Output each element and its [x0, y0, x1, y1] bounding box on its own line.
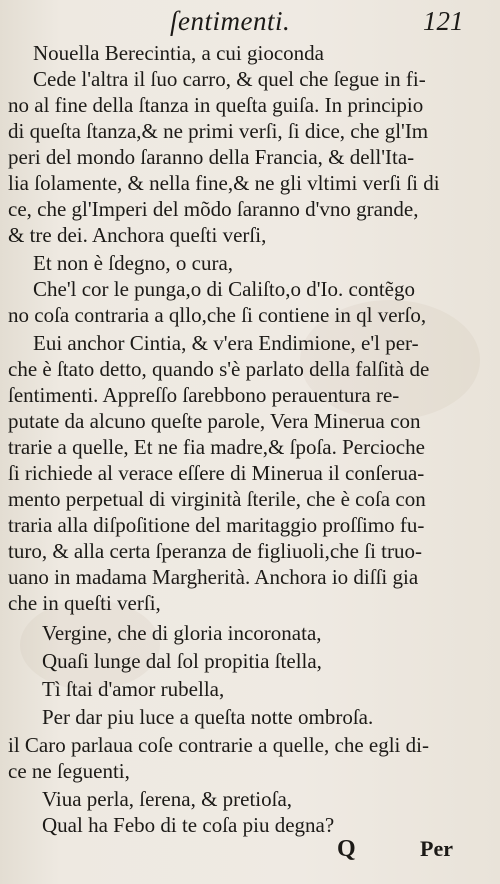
catchword-left: Q	[337, 836, 356, 862]
text-line: ſentimenti. Appreſſo ſarebbono perauentura re-	[8, 383, 400, 407]
text-line: uano in madama Margherità. Anchora io diſſi gia	[8, 565, 419, 589]
page-number: 121	[423, 6, 464, 36]
text-line: Eui anchor Cintia, & v'era Endimione, e'l per-	[33, 331, 419, 355]
page-header	[0, 4, 500, 38]
text-line: trarie a quelle, Et ne fia madre,& ſpoſa. Percioche	[8, 435, 425, 459]
text-line: mento perpetual di virginità ſterile, che è coſa con	[8, 487, 426, 511]
text-line: ce ne ſeguenti,	[8, 759, 130, 783]
text-line: peri del mondo ſaranno della Francia, & dell'Ita-	[8, 145, 415, 169]
catchword-right: Per	[420, 836, 453, 861]
text-line: traria alla diſpoſitione del maritaggio proſſimo fu-	[8, 513, 425, 537]
text-line: Vergine, che di gloria incoronata,	[42, 621, 322, 645]
text-line: Che'l cor le punga,o di Caliſto,o d'Io. contẽgo	[33, 277, 415, 301]
text-line: & tre dei. Anchora queſti verſi,	[8, 223, 267, 247]
text-line: no al fine della ſtanza in queſta guiſa. In principio	[8, 93, 424, 117]
text-line: Cede l'altra il ſuo carro, & quel che ſegue in fi-	[33, 67, 426, 91]
text-line: putate da alcuno queſte parole, Vera Minerua con	[8, 409, 421, 433]
text-line: turo, & alla certa ſperanza de figliuoli,che ſi truo-	[8, 539, 422, 563]
text-line: ce, che gl'Imperi del mõdo ſaranno d'vno grande,	[8, 197, 419, 221]
text-line: Quaſi lunge dal ſol propitia ſtella,	[42, 649, 322, 673]
text-line: che è ſtato detto, quando s'è parlato della falſità de	[8, 357, 430, 381]
text-line: di queſta ſtanza,& ne primi verſi, ſi dice, che gl'Im	[8, 119, 429, 143]
text-line: Et non è ſdegno, o cura,	[33, 251, 234, 275]
page-footer	[0, 836, 500, 866]
text-line: Tì ſtai d'amor rubella,	[42, 677, 225, 701]
text-line: che in queſti verſi,	[8, 591, 161, 615]
text-line: Nouella Berecintia, a cui gioconda	[33, 41, 324, 65]
text-line: lia ſolamente, & nella fine,& ne gli vltimi verſi ſi di	[8, 171, 440, 195]
text-line: Per dar piu luce a queſta notte ombroſa.	[42, 705, 374, 729]
text-line: Viua perla, ſerena, & pretioſa,	[42, 787, 293, 811]
text-line: no coſa contraria a qllo,che ſi contiene in ql verſo,	[8, 303, 427, 327]
running-head: ſentimenti.	[170, 6, 291, 36]
text-line: Qual ha Febo di te coſa piu degna?	[42, 813, 335, 837]
text-line: il Caro parlaua coſe contrarie a quelle, che egli di-	[8, 733, 429, 757]
text-line: ſi richiede al verace eſſere di Minerua il conſerua-	[8, 461, 425, 485]
